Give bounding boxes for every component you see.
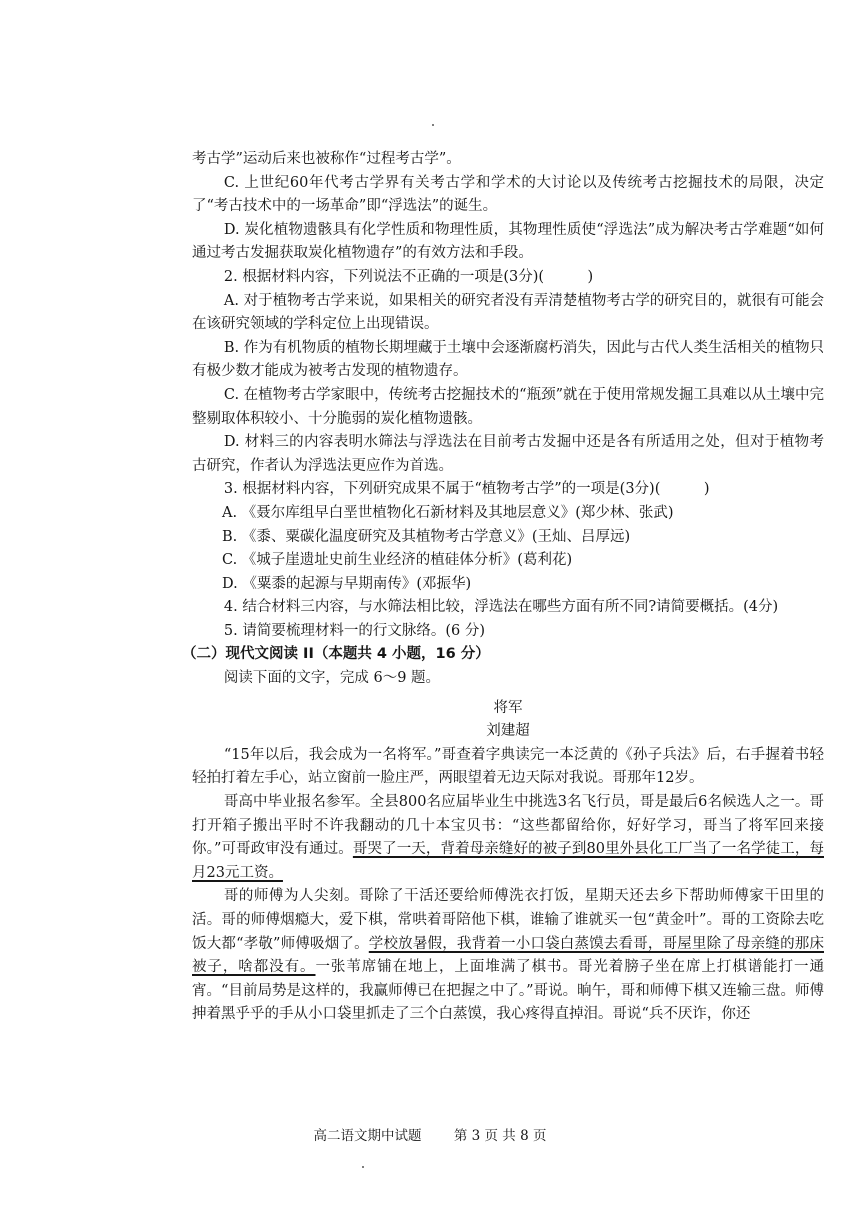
text-line: A. 对于植物考古学来说，如果相关的研究者没有弄清楚植物考古学的研究目的，就很有可能会在该研究领域的学科定位上出现错误。 xyxy=(192,292,824,333)
text-line: D. 炭化植物遗骸具有化学性质和物理性质，其物理性质使“浮选法”成为解决考古学难题“如何通过考古发掘获取炭化植物遗存”的有效方法和手段。 xyxy=(192,221,824,262)
text-line: D. 材料三的内容表明水筛法与浮选法在目前考古发掘中还是各有所适用之处，但对于植物考古研究，作者认为浮选法更应作为首选。 xyxy=(192,434,824,474)
exam-name: 高二语文期中试题 xyxy=(313,1128,422,1144)
text-line: 阅读下面的文字，完成 6～9 题。 xyxy=(223,670,441,687)
question-section xyxy=(182,148,825,744)
scan-speck xyxy=(432,124,434,126)
text-line: 4. 结合材料三内容，与水筛法相比较，浮选法在哪些方面有所不同?请简要概括。(4分) xyxy=(223,599,779,616)
story-paragraph-1: “15年以后，我会成为一名将军。”哥查着字典读完一本泛黄的《孙子兵法》后，右手握着书轻轻拍打着左手心，站立窗前一脸庄严，两眼望着无边天际对我说。哥那年12岁。 xyxy=(192,746,824,787)
text-line: B. 《黍、粟碳化温度研究及其植物考古学意义》(王灿、吕厚远) xyxy=(222,528,631,545)
underlined-sentence: 哥哭了一天，背着母亲缝好的被子到80里外县化工厂当了一名学徒工，每月23元工资。 xyxy=(192,841,824,881)
text-line: 2. 根据材料内容，下列说法不正确的一项是(3分)( ) xyxy=(223,268,594,285)
text-line: B. 作为有机物质的植物长期埋藏于土壤中会逐渐腐朽消失，因此与古代人类生活相关的植物只有极少数才能成为被考古发现的植物遗存。 xyxy=(192,339,824,380)
story-text: 一张苇席铺在地上，上面堆满了棋书。哥光着膀子坐在席上打棋谱能打一通宵。“目前局势是这样的，我赢师傅已在把握之中了。”哥说。晌午，哥和师傅下棋又连输三盘。师傅抻着黑乎乎的手从小口袋里抓走了三个白蒸馍，我心疼得直掉泪。哥说“兵不厌诈，你还 xyxy=(192,959,824,1023)
text-line: A. 《聂尔库组早白垩世植物化石新材料及其地层意义》(郑少林、张武) xyxy=(222,504,674,521)
text-line: C. 上世纪60年代考古学界有关考古学和学术的大讨论以及传统考古挖掘技术的局限，决定了“考古技术中的一场革命”即“浮选法”的诞生。 xyxy=(192,174,824,215)
text-line: 考古学”运动后来也被称作“过程考古学”。 xyxy=(192,151,461,167)
text-line: 将军 xyxy=(493,699,523,716)
page-footer xyxy=(0,1124,860,1144)
scan-speck xyxy=(362,1166,364,1168)
underlined-sentence: 学校放暑假，我背着一小口袋白蒸馍去看哥，哥屋里除了母亲缝的那床被子，啥都没有。 xyxy=(192,935,824,976)
story-paragraph-3 xyxy=(192,885,824,1027)
text-line: （二）现代文阅读 II（本题共 4 小题，16 分） xyxy=(182,646,490,663)
text-line: 刘建超 xyxy=(486,723,530,740)
text-line: C. 《城子崖遗址史前生业经济的植硅体分析》(葛利花) xyxy=(222,552,573,569)
story-paragraph-2 xyxy=(192,791,824,885)
text-line: C. 在植物考古学家眼中，传统考古挖掘技术的“瓶颈”就在于使用常规发掘工具难以从土壤中完整剔取体积较小、十分脆弱的炭化植物遗骸。 xyxy=(192,386,825,427)
story-text: 哥的师傅为人尖刻。哥除了干活还要给师傅洗衣打饭，星期天还去乡下帮助师傅家干田里的活。哥的师傅烟瘾大，爱下棋，常哄着哥陪他下棋，谁输了谁就买一包“黄金叶”。哥的工资除去吃饭大都“孝敬”师傅吸烟了。 xyxy=(192,888,824,952)
text-line: 5. 请简要梳理材料一的行文脉络。(6 分) xyxy=(223,622,485,639)
story-text: 哥高中毕业报名参军。全县800名应届毕业生中挑选3名飞行员，哥是最后6名候选人之一。哥打开箱子搬出平时不许我翻动的几十本宝贝书：“这些都留给你，好好学习，哥当了将军回来接你。”可哥政审没有通过。 xyxy=(192,794,824,858)
text-line: 3. 根据材料内容，下列研究成果不属于“植物考古学”的一项是(3分)( ) xyxy=(223,481,710,498)
page-content xyxy=(182,148,825,1027)
page-number: 第 3 页 共 8 页 xyxy=(453,1128,547,1144)
text-line: D. 《粟黍的起源与早期南传》(邓振华) xyxy=(222,575,472,592)
